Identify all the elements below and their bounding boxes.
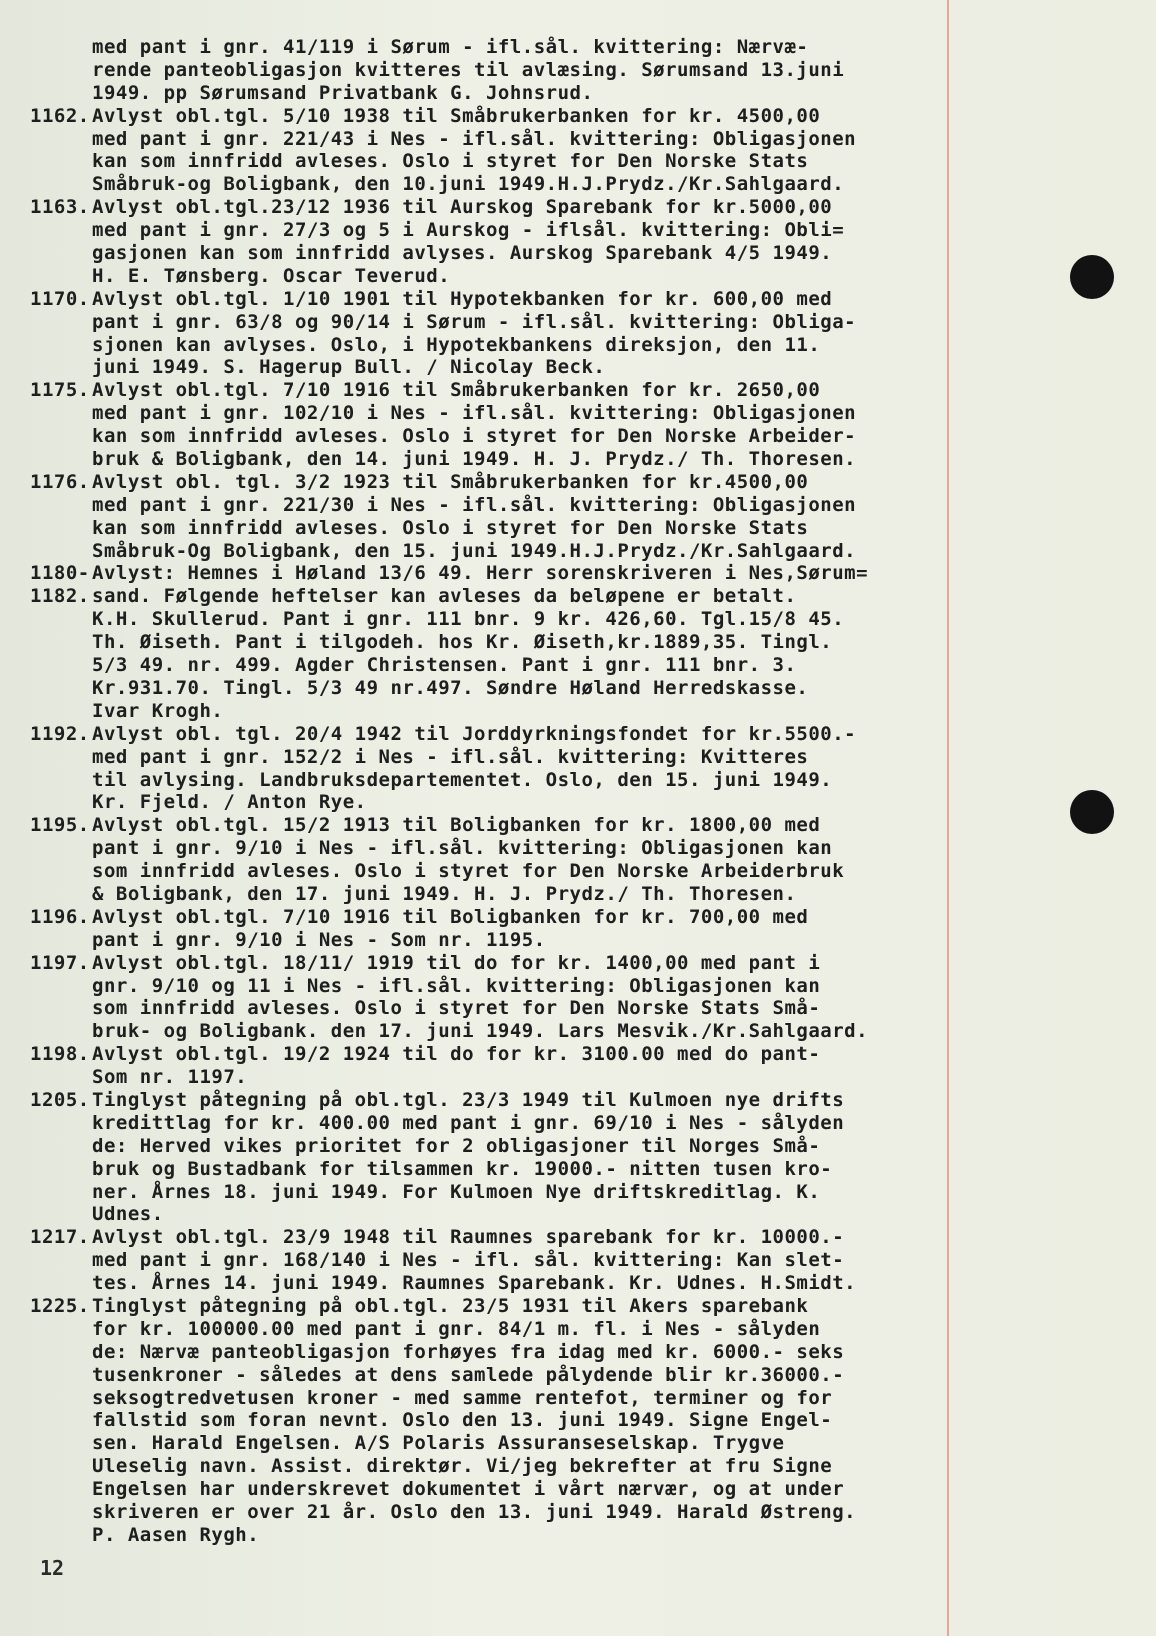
entry-number: 1198. [30, 1043, 90, 1066]
entry-text: med pant i gnr. 152/2 i Nes - ifl.sål. kvittering: Kvitteres [92, 745, 809, 768]
entry-text: bruk- og Boligbank. den 17. juni 1949. Lars Mesvik./Kr.Sahlgaard. [92, 1020, 869, 1043]
entry-text: de: Nærvæ panteobligasjon forhøyes fra idag med kr. 6000.- seks [92, 1340, 845, 1363]
entry-line [30, 334, 1040, 357]
entry-line [30, 517, 1040, 540]
entry-text: Kr.931.70. Tingl. 5/3 49 nr.497. Søndre Høland Herredskasse. [92, 676, 809, 699]
entry-line [30, 723, 1040, 746]
entry-line [30, 448, 1040, 471]
entry-text: sand. Følgende heftelser kan avleses da beløpene er betalt. [92, 585, 797, 608]
entry-text: tusenkroner - således at dens samlede pålydende blir kr.36000.- [92, 1363, 845, 1386]
entry-line [30, 906, 1040, 929]
entry-text: Avlyst obl.tgl. 7/10 1916 til Boligbanken for kr. 700,00 med [92, 905, 809, 928]
entry-number: 1196. [30, 905, 90, 928]
entry-line [30, 1318, 1040, 1341]
entry-text: bruk & Boligbank, den 14. juni 1949. H. J. Prydz./ Th. Thoresen. [92, 448, 857, 471]
entry-line [30, 356, 1040, 379]
entry-line [30, 952, 1040, 975]
entry-text: Udnes. [92, 1203, 164, 1226]
entry-line [30, 82, 1040, 105]
entry-text: med pant i gnr. 102/10 i Nes - ifl.sål. kvittering: Obligasjonen [92, 402, 857, 425]
entry-text: Engelsen har underskrevet dokumentet i vårt nærvær, og at under [92, 1478, 845, 1501]
entry-line [30, 219, 1040, 242]
entry-line [30, 791, 1040, 814]
entry-number: 1162. [30, 104, 90, 127]
entry-number: 1170. [30, 287, 90, 310]
entry-text: Avlyst obl.tgl. 5/10 1938 til Småbrukerbanken for kr. 4500,00 [92, 104, 821, 127]
entry-text: kan som innfridd avleses. Oslo i styret for Den Norske Arbeider- [92, 425, 857, 448]
entry-text: med pant i gnr. 27/3 og 5 i Aurskog - iflsål. kvittering: Obli= [92, 219, 845, 242]
entry-line [30, 1364, 1040, 1387]
entry-line [30, 128, 1040, 151]
entry-text: Avlyst obl. tgl. 20/4 1942 til Jorddyrkningsfondet for kr.5500.- [92, 722, 857, 745]
entry-text: H. E. Tønsberg. Oscar Teverud. [92, 264, 451, 287]
entry-line [30, 402, 1040, 425]
entry-line [30, 837, 1040, 860]
entry-text: som innfridd avleses. Oslo i styret for Den Norske Stats Små- [92, 997, 821, 1020]
entry-line [30, 173, 1040, 196]
entry-line [30, 1272, 1040, 1295]
entry-text: pant i gnr. 9/10 i Nes - ifl.sål. kvittering: Obligasjonen kan [92, 837, 833, 860]
entry-line [30, 1409, 1040, 1432]
entry-line [30, 1501, 1040, 1524]
entry-line [30, 860, 1040, 883]
entry-line [30, 1020, 1040, 1043]
entry-text: Avlyst obl.tgl. 19/2 1924 til do for kr. 3100.00 med do pant- [92, 1043, 821, 1066]
entry-text: 1949. pp Sørumsand Privatbank G. Johnsrud. [92, 81, 594, 104]
entry-line [30, 746, 1040, 769]
entry-line [30, 471, 1040, 494]
entry-number: 1217. [30, 1226, 90, 1249]
ledger-text [30, 36, 1040, 1547]
entry-line [30, 311, 1040, 334]
punch-hole-top [1070, 255, 1114, 299]
entry-text: 5/3 49. nr. 499. Agder Christensen. Pant i gnr. 111 bnr. 3. [92, 654, 797, 677]
entry-text: tes. Årnes 14. juni 1949. Raumnes Sparebank. Kr. Udnes. H.Smidt. [92, 1272, 857, 1295]
entry-text: Avlyst obl.tgl. 15/2 1913 til Boligbanken for kr. 1800,00 med [92, 814, 821, 837]
entry-line [30, 1455, 1040, 1478]
entry-line [30, 1089, 1040, 1112]
entry-text: K.H. Skullerud. Pant i gnr. 111 bnr. 9 kr. 426,60. Tgl.15/8 45. [92, 608, 845, 631]
entry-number: 1163. [30, 196, 90, 219]
entry-line [30, 700, 1040, 723]
entry-text: gasjonen kan som innfridd avlyses. Aurskog Sparebank 4/5 1949. [92, 242, 833, 265]
entry-text: skriveren er over 21 år. Oslo den 13. juni 1949. Harald Østreng. [92, 1501, 857, 1523]
entry-text: Avlyst obl.tgl. 7/10 1916 til Småbrukerbanken for kr. 2650,00 [92, 379, 821, 402]
entry-text: Avlyst obl.tgl. 18/11/ 1919 til do for kr. 1400,00 med pant i [92, 951, 821, 974]
entry-line [30, 1249, 1040, 1272]
entry-line [30, 769, 1040, 792]
entry-line [30, 1158, 1040, 1181]
entry-line [30, 654, 1040, 677]
entry-line [30, 59, 1040, 82]
page-number: 12 [40, 1556, 65, 1580]
entry-number: 1192. [30, 722, 90, 745]
entry-line [30, 494, 1040, 517]
entry-text: Ivar Krogh. [92, 699, 224, 722]
entry-text: de: Herved vikes prioritet for 2 obligasjoner til Norges Små- [92, 1134, 821, 1157]
entry-text: Avlyst obl.tgl. 23/9 1948 til Raumnes sparebank for kr. 10000.- [92, 1226, 845, 1249]
entry-number: 1225. [30, 1294, 90, 1317]
entry-text: Tinglyst påtegning på obl.tgl. 23/3 1949 til Kulmoen nye drifts [92, 1088, 845, 1111]
entry-text: Kr. Fjeld. / Anton Rye. [92, 791, 367, 814]
entry-text: Avlyst: Hemnes i Høland 13/6 49. Herr sorenskriveren i Nes,Sørum= [92, 562, 869, 585]
entry-line [30, 1135, 1040, 1158]
entry-text: pant i gnr. 9/10 i Nes - Som nr. 1195. [92, 928, 546, 951]
entry-line [30, 1387, 1040, 1410]
entry-number: 1175. [30, 379, 90, 402]
entry-line [30, 150, 1040, 173]
entry-line [30, 105, 1040, 128]
entry-line [30, 883, 1040, 906]
entry-number: 1197. [30, 951, 90, 974]
entry-text: med pant i gnr. 221/43 i Nes - ifl.sål. kvittering: Obligasjonen [92, 127, 857, 150]
entry-line [30, 1043, 1040, 1066]
entry-line [30, 379, 1040, 402]
entry-line [30, 36, 1040, 59]
entry-text: med pant i gnr. 168/140 i Nes - ifl. sål. kvittering: Kan slet- [92, 1249, 845, 1272]
entry-line [30, 1181, 1040, 1204]
entry-text: med pant i gnr. 41/119 i Sørum - ifl.sål. kvittering: Nærvæ- [92, 36, 809, 58]
entry-line [30, 585, 1040, 608]
entry-line [30, 1112, 1040, 1135]
entry-line [30, 1478, 1040, 1501]
entry-line [30, 1226, 1040, 1249]
entry-text: med pant i gnr. 221/30 i Nes - ifl.sål. kvittering: Obligasjonen [92, 493, 857, 516]
entry-line [30, 997, 1040, 1020]
entry-line [30, 1066, 1040, 1089]
entry-text: Småbruk-Og Boligbank, den 15. juni 1949.H.J.Prydz./Kr.Sahlgaard. [92, 539, 857, 562]
entry-text: kredittlag for kr. 400.00 med pant i gnr. 69/10 i Nes - sålyden [92, 1111, 845, 1134]
entry-text: juni 1949. S. Hagerup Bull. / Nicolay Beck. [92, 356, 606, 379]
entry-text: kan som innfridd avleses. Oslo i styret for Den Norske Stats [92, 150, 809, 173]
entry-line [30, 631, 1040, 654]
entry-line [30, 975, 1040, 998]
entry-line [30, 929, 1040, 952]
entry-line [30, 288, 1040, 311]
entry-text: bruk og Bustadbank for tilsammen kr. 19000.- nitten tusen kro- [92, 1157, 833, 1180]
entry-text: som innfridd avleses. Oslo i styret for Den Norske Arbeiderbruk [92, 860, 845, 883]
entry-text: rende panteobligasjon kvitteres til avlæsing. Sørumsand 13.juni [92, 58, 845, 81]
entry-line [30, 562, 1040, 585]
entry-text: Avlyst obl.tgl. 1/10 1901 til Hypotekbanken for kr. 600,00 med [92, 287, 833, 310]
entry-number: 1176. [30, 470, 90, 493]
entry-text: Småbruk-og Boligbank, den 10.juni 1949.H.J.Prydz./Kr.Sahlgaard. [92, 173, 845, 196]
entry-text: ner. Årnes 18. juni 1949. For Kulmoen Nye driftskreditlag. K. [92, 1180, 821, 1203]
entry-text: seksogtredvetusen kroner - med samme rentefot, terminer og for [92, 1386, 833, 1409]
entry-line [30, 1295, 1040, 1318]
entry-text: Avlyst obl. tgl. 3/2 1923 til Småbrukerbanken for kr.4500,00 [92, 470, 809, 493]
entry-line [30, 608, 1040, 631]
entry-text: Avlyst obl.tgl.23/12 1936 til Aurskog Sparebank for kr.5000,00 [92, 196, 833, 219]
entry-text: P. Aasen Rygh. [92, 1523, 260, 1546]
entry-text: Th. Øiseth. Pant i tilgodeh. hos Kr. Øiseth,kr.1889,35. Tingl. [92, 631, 833, 654]
entry-line [30, 814, 1040, 837]
entry-text: sen. Harald Engelsen. A/S Polaris Assuranseselskap. Trygve [92, 1432, 785, 1455]
entry-number: 1195. [30, 814, 90, 837]
entry-text: fallstid som foran nevnt. Oslo den 13. juni 1949. Signe Engel- [92, 1409, 833, 1432]
entry-line [30, 540, 1040, 563]
entry-line [30, 196, 1040, 219]
entry-text: til avlysing. Landbruksdepartementet. Oslo, den 15. juni 1949. [92, 768, 833, 791]
entry-text: for kr. 100000.00 med pant i gnr. 84/1 m. fl. i Nes - sålyden [92, 1317, 821, 1340]
entry-text: gnr. 9/10 og 11 i Nes - ifl.sål. kvittering: Obligasjonen kan [92, 974, 821, 997]
entry-text: Uleselig navn. Assist. direktør. Vi/jeg bekrefter at fru Signe [92, 1455, 833, 1478]
entry-number: 1182. [30, 585, 90, 608]
entry-line [30, 1203, 1040, 1226]
entry-number: 1180- [30, 562, 90, 585]
entry-line [30, 1432, 1040, 1455]
entry-line [30, 265, 1040, 288]
entry-text: Tinglyst påtegning på obl.tgl. 23/5 1931 til Akers sparebank [92, 1294, 809, 1317]
entry-text: & Boligbank, den 17. juni 1949. H. J. Prydz./ Th. Thoresen. [92, 882, 797, 905]
entry-line [30, 242, 1040, 265]
punch-hole-bottom [1070, 790, 1114, 834]
entry-line [30, 677, 1040, 700]
entry-text: pant i gnr. 63/8 og 90/14 i Sørum - ifl.sål. kvittering: Obliga- [92, 310, 857, 333]
entry-number: 1205. [30, 1088, 90, 1111]
entry-text: Som nr. 1197. [92, 1066, 248, 1089]
entry-text: sjonen kan avlyses. Oslo, i Hypotekbankens direksjon, den 11. [92, 333, 821, 356]
entry-line [30, 1341, 1040, 1364]
entry-line [30, 425, 1040, 448]
entry-text: kan som innfridd avleses. Oslo i styret for Den Norske Stats [92, 516, 809, 539]
entry-line [30, 1524, 1040, 1547]
